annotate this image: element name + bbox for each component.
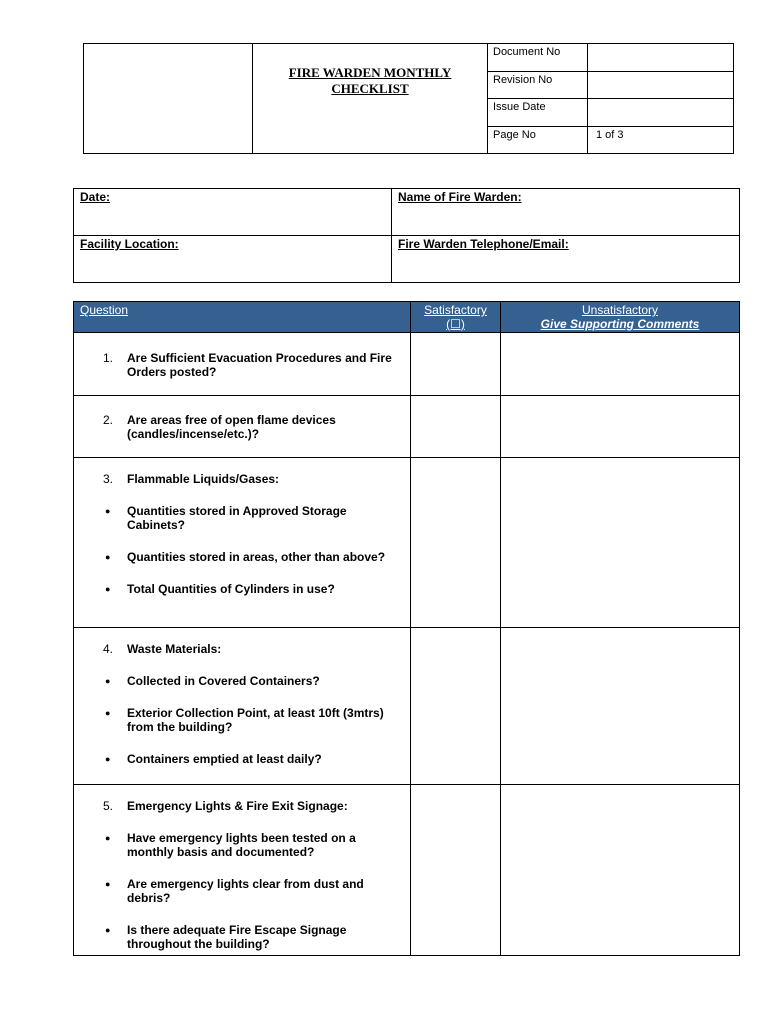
bullet-icon: ● xyxy=(105,833,111,843)
sub-question: ● Have emergency lights been tested on a monthly basis and documented? xyxy=(105,831,356,859)
warden-name-label: Name of Fire Warden: xyxy=(398,190,522,204)
comments-cell[interactable] xyxy=(501,628,740,785)
satisfactory-cell[interactable] xyxy=(411,333,501,396)
sub-question: ● Quantities stored in areas, other than above? xyxy=(105,550,386,564)
table-row xyxy=(74,333,740,396)
sub-question: ● Quantities stored in Approved Storage Cabinets? xyxy=(105,504,347,532)
warden-contact-field[interactable] xyxy=(392,236,740,283)
warden-contact-label: Fire Warden Telephone/Email: xyxy=(398,237,569,251)
question-number: 3. xyxy=(103,472,114,486)
question-cell xyxy=(74,333,411,396)
question-text: 4. Waste Materials: xyxy=(103,642,222,656)
checklist-table xyxy=(73,301,740,956)
comments-cell[interactable] xyxy=(501,333,740,396)
date-field[interactable] xyxy=(74,189,392,236)
satisfactory-column-header xyxy=(411,302,501,333)
bullet-icon: ● xyxy=(105,879,111,889)
date-label: Date: xyxy=(80,190,111,204)
page-no-label: Page No xyxy=(488,126,588,154)
sub-question: ● Collected in Covered Containers? xyxy=(105,674,320,688)
revision-no-value[interactable] xyxy=(588,71,734,99)
satisfactory-cell[interactable] xyxy=(411,396,501,458)
satisfactory-heading: Satisfactory xyxy=(424,303,487,317)
document-no-value[interactable] xyxy=(588,44,734,72)
logo-placeholder xyxy=(84,44,253,154)
satisfactory-cell[interactable] xyxy=(411,628,501,785)
comments-cell[interactable] xyxy=(501,785,740,956)
satisfactory-cell[interactable] xyxy=(411,785,501,956)
bullet-icon: ● xyxy=(105,708,111,718)
sub-question: ● Are emergency lights clear from dust and debris? xyxy=(105,877,364,905)
facility-location-field[interactable] xyxy=(74,236,392,283)
question-cell xyxy=(74,785,411,956)
sub-question: ● Is there adequate Fire Escape Signage throughout the building? xyxy=(105,923,347,951)
question-column-header: Question xyxy=(74,302,411,333)
revision-no-label: Revision No xyxy=(488,71,588,99)
sub-question: ● Total Quantities of Cylinders in use? xyxy=(105,582,335,596)
supporting-comments-heading: Give Supporting Comments xyxy=(540,317,700,331)
question-number: 5. xyxy=(103,799,114,813)
title-cell xyxy=(253,44,488,154)
question-cell xyxy=(74,628,411,785)
satisfactory-checkbox-symbol: (☐) xyxy=(446,317,465,331)
question-text: 1. Are Sufficient Evacuation Procedures and Fire Orders posted? xyxy=(103,351,392,379)
warden-info-table xyxy=(73,188,740,283)
question-cell xyxy=(74,396,411,458)
document-no-label: Document No xyxy=(488,44,588,72)
issue-date-value[interactable] xyxy=(588,99,734,127)
table-row xyxy=(74,396,740,458)
sub-question: ● Exterior Collection Point, at least 10ft (3mtrs) from the building? xyxy=(105,706,384,734)
unsatisfactory-heading: Unsatisfactory xyxy=(581,303,659,317)
comments-cell[interactable] xyxy=(501,396,740,458)
question-text: 3. Flammable Liquids/Gases: xyxy=(103,472,280,486)
facility-location-label: Facility Location: xyxy=(80,237,179,251)
bullet-icon: ● xyxy=(105,506,111,516)
document-title: FIRE WARDEN MONTHLY CHECKLIST xyxy=(288,65,452,96)
document-header xyxy=(83,43,734,154)
question-number: 1. xyxy=(103,351,114,365)
question-number: 4. xyxy=(103,642,114,656)
page-no-value: 1 of 3 xyxy=(588,126,734,154)
bullet-icon: ● xyxy=(105,552,111,562)
comments-cell[interactable] xyxy=(501,458,740,628)
satisfactory-cell[interactable] xyxy=(411,458,501,628)
bullet-icon: ● xyxy=(105,754,111,764)
unsatisfactory-column-header xyxy=(501,302,740,333)
bullet-icon: ● xyxy=(105,584,111,594)
table-row xyxy=(74,458,740,628)
question-text: 5. Emergency Lights & Fire Exit Signage: xyxy=(103,799,348,813)
warden-name-field[interactable] xyxy=(392,189,740,236)
question-number: 2. xyxy=(103,413,114,427)
table-row xyxy=(74,628,740,785)
bullet-icon: ● xyxy=(105,925,111,935)
sub-question: ● Containers emptied at least daily? xyxy=(105,752,322,766)
question-text: 2. Are areas free of open flame devices (candles/incense/etc.)? xyxy=(103,413,336,441)
bullet-icon: ● xyxy=(105,676,111,686)
table-row xyxy=(74,785,740,956)
issue-date-label: Issue Date xyxy=(488,99,588,127)
checklist-header-row xyxy=(74,302,740,333)
question-cell xyxy=(74,458,411,628)
